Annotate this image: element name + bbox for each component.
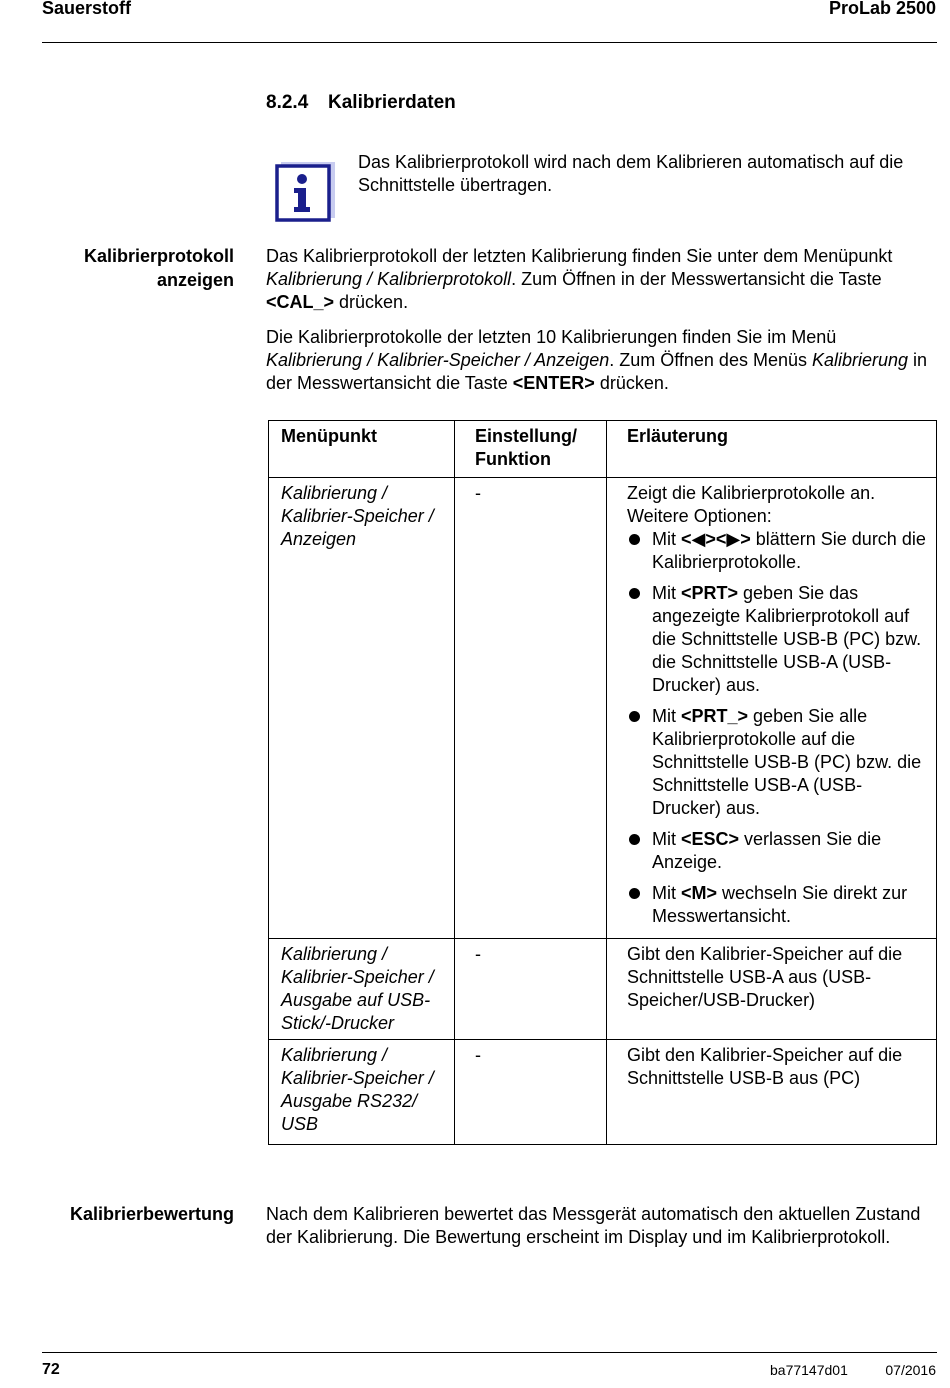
text: . Zum Öffnen des Menüs	[609, 350, 812, 370]
separator: /	[519, 350, 535, 370]
show-protocol-paragraph-1	[266, 245, 936, 314]
bullet-icon	[629, 834, 640, 845]
text: verlassen Sie die Anzeige.	[652, 829, 882, 872]
list-item	[627, 528, 930, 574]
text: geben Sie das angezeigte Kalibrierprotokoll auf die Schnittstelle USB-B (PC) bzw. die Schnittstelle USB-A (USB-Drucker) aus.	[652, 583, 922, 695]
info-note: Das Kalibrierprotokoll wird nach dem Kalibrieren automatisch auf die Schnittstelle übertragen.	[358, 152, 904, 195]
table-header-setting: Einstellung/ Funktion	[455, 421, 607, 478]
key-prt: <PRT>	[681, 583, 739, 603]
bullet-icon	[629, 888, 640, 899]
menu-path-part: Kalibrierung /	[281, 1045, 388, 1065]
text: . Zum Öffnen in der Messwertansicht die Taste	[511, 269, 882, 289]
menu-path-part: Anzeigen	[281, 529, 357, 549]
table-cell-explanation: Gibt den Kalibrier-Speicher auf die Schnittstelle USB-B aus (PC)	[607, 1040, 937, 1145]
text: geben Sie alle Kalibrierprotokolle auf die Schnittstelle USB-B (PC) bzw. die Schnittstelle USB-A (USB-Drucker) aus.	[652, 706, 922, 818]
menu-ref: Kalibrierung	[266, 269, 363, 289]
separator: /	[362, 350, 378, 370]
menu-path-part: Ausgabe auf USB-Stick/-Drucker	[281, 990, 431, 1033]
text: Mit	[652, 829, 681, 849]
header-left-title: Sauerstoff	[42, 0, 132, 18]
section-title: Kalibrierdaten	[328, 92, 456, 113]
menu-ref: Anzeigen	[534, 350, 610, 370]
menu-ref: Kalibrierung	[811, 350, 909, 370]
bullet-icon	[629, 534, 640, 545]
bullet-icon	[629, 711, 640, 722]
text: Mit	[652, 883, 681, 903]
menu-ref: Kalibrier-Speicher	[377, 350, 520, 370]
list-item	[627, 705, 930, 820]
menu-path-part: Kalibrierung /	[281, 944, 388, 964]
table-cell-setting: -	[455, 478, 607, 939]
list-item	[627, 582, 930, 697]
show-protocol-label	[84, 244, 234, 292]
text: Mit	[652, 706, 681, 726]
section-heading	[266, 92, 456, 114]
evaluation-text: Nach dem Kalibrieren bewertet das Messgerät automatisch den aktuellen Zustand der Kalibrierung. Die Bewertung erscheint im Display und im Kalibrierprotokoll.	[266, 1204, 921, 1247]
evaluation-label: Kalibrierbewertung	[69, 1204, 234, 1224]
text: Die Kalibrierprotokolle der letzten 10 Kalibrierungen finden Sie im Menü	[266, 327, 837, 347]
text: drücken.	[594, 373, 669, 393]
table-header-menu: Menüpunkt	[269, 421, 455, 478]
table-row	[269, 939, 937, 1040]
menu-path-part: Kalibrier-Speicher /	[281, 506, 434, 526]
table-cell-explanation	[607, 478, 937, 939]
section-number: 8.2.4	[266, 92, 309, 113]
table-row	[269, 478, 937, 939]
show-protocol-paragraph-2	[266, 326, 936, 395]
table-cell-setting: -	[455, 939, 607, 1040]
table-cell-setting: -	[455, 1040, 607, 1145]
menu-path-part: Kalibrier-Speicher /	[281, 1068, 434, 1088]
explanation-text: Zeigt die Kalibrierprotokolle an.	[627, 483, 876, 503]
key-esc: <ESC>	[681, 829, 740, 849]
list-item	[627, 882, 930, 928]
bullet-icon	[629, 588, 640, 599]
text: Das Kalibrierprotokoll der letzten Kalibrierung finden Sie unter dem Menüpunkt	[266, 246, 893, 266]
menu-ref: Kalibrierprotokoll	[377, 269, 512, 289]
text: drücken.	[334, 292, 409, 312]
explanation-text: Weitere Optionen:	[627, 506, 772, 526]
key-prt-all: <PRT_>	[681, 706, 749, 726]
menu-ref: Kalibrierung	[266, 350, 363, 370]
page-number: 72	[42, 1361, 60, 1378]
menu-table	[268, 420, 937, 1145]
key-m: <M>	[681, 883, 718, 903]
text: blättern Sie durch die Kalibrierprotokolle.	[652, 529, 926, 572]
key-arrows: <◀><▶>	[681, 529, 751, 549]
menu-path-part: Kalibrier-Speicher /	[281, 967, 434, 987]
list-item	[627, 828, 930, 874]
footer-rule	[42, 1352, 937, 1353]
table-row	[269, 1040, 937, 1145]
text: in der Messwertansicht die Taste	[266, 350, 928, 393]
document-id: ba77147d01	[770, 1362, 848, 1378]
info-icon	[275, 160, 335, 222]
show-protocol-label-line2: anzeigen	[156, 270, 234, 290]
text: Mit	[652, 529, 681, 549]
table-cell-explanation: Gibt den Kalibrier-Speicher auf die Schnittstelle USB-A aus (USB-Speicher/USB-Drucker)	[607, 939, 937, 1040]
key-cal: <CAL_>	[266, 292, 335, 312]
key-enter: <ENTER>	[512, 373, 595, 393]
menu-path-part: Kalibrierung /	[281, 483, 388, 503]
table-header-explanation: Erläuterung	[607, 421, 937, 478]
menu-path-part: Ausgabe RS232/ USB	[281, 1091, 418, 1134]
document-date: 07/2016	[885, 1362, 936, 1378]
table-cell-menu	[269, 478, 455, 939]
text: Mit	[652, 583, 681, 603]
text: wechseln Sie direkt zur Messwertansicht.	[652, 883, 908, 926]
separator: /	[362, 269, 378, 289]
table-header-row	[269, 421, 937, 478]
table-cell-menu	[269, 939, 455, 1040]
show-protocol-label-line1: Kalibrierprotokoll	[83, 246, 234, 266]
table-cell-menu	[269, 1040, 455, 1145]
options-list	[627, 528, 930, 928]
header-right-title: ProLab 2500	[828, 0, 936, 18]
header-rule	[42, 42, 937, 43]
